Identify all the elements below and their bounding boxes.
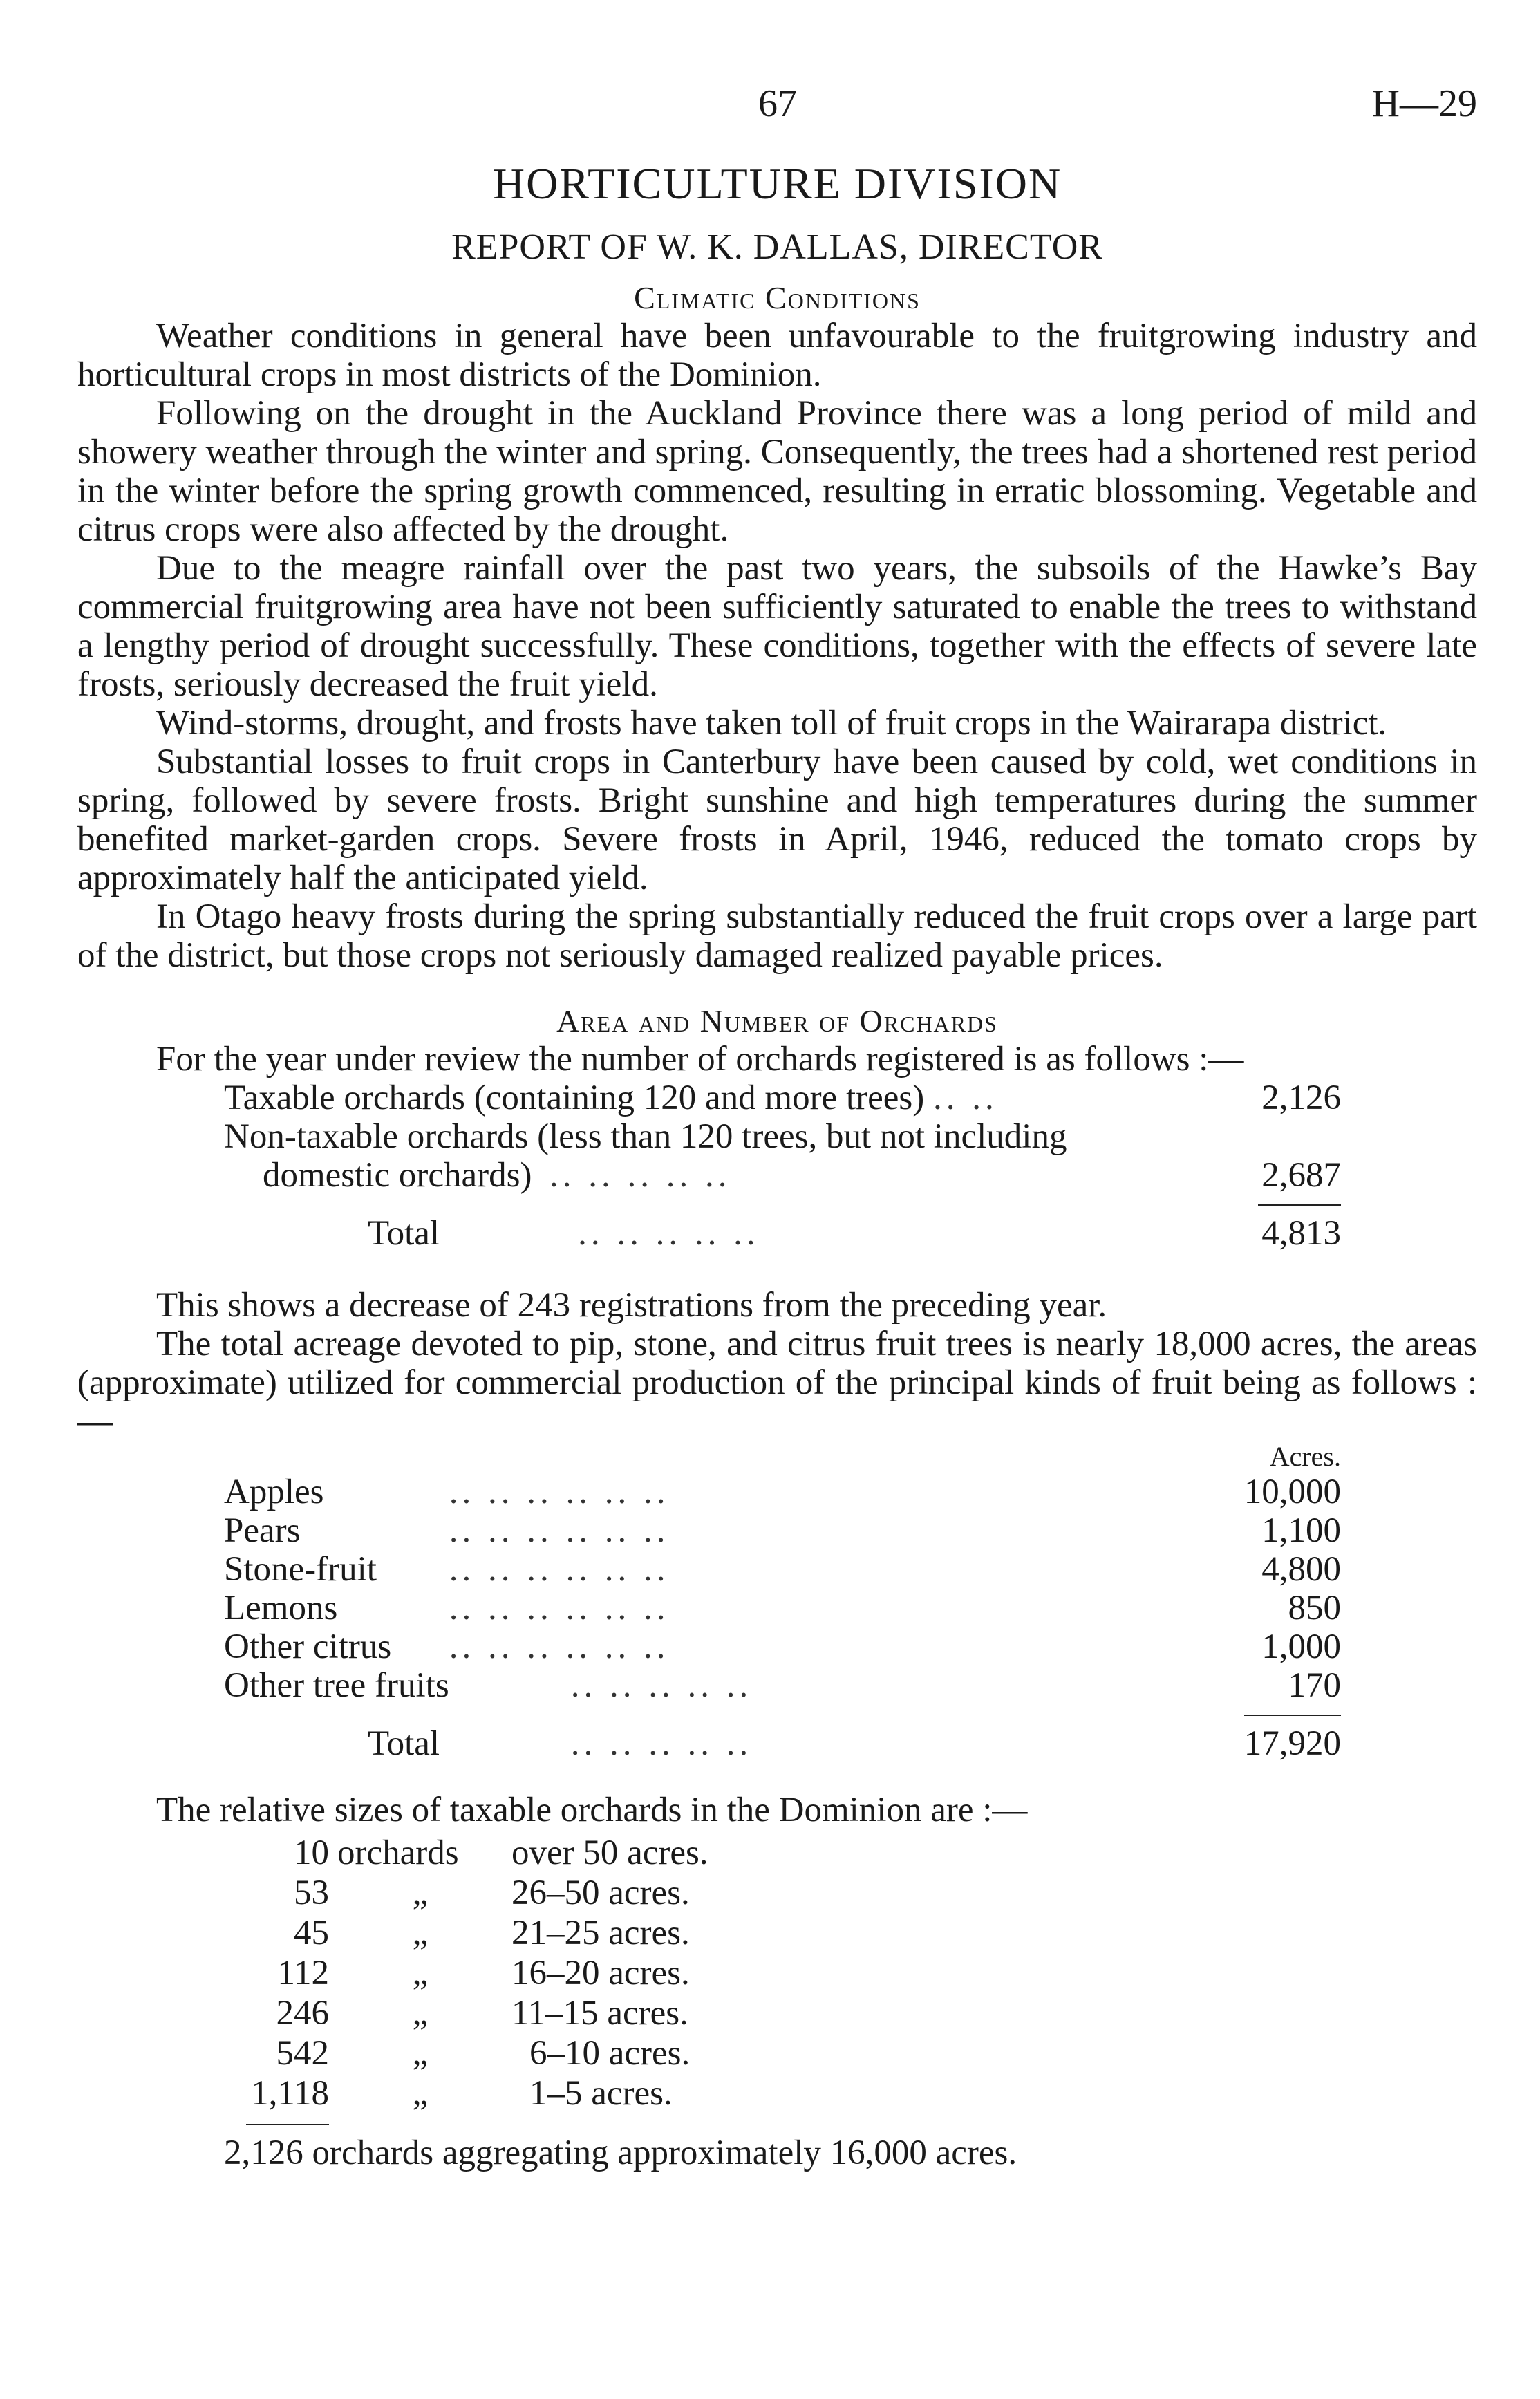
ditto-mark: „ <box>412 2034 429 2073</box>
table-row <box>225 1994 760 2033</box>
row-label: domestic orchards) <box>263 1156 532 1195</box>
paragraph: Weather conditions in general have been unfavourable to the fruitgrowing industry and horticultural crops in most districts of the Dominion. <box>77 317 1477 394</box>
total-value: 4,813 <box>1261 1214 1341 1253</box>
leader-dots: .. .. <box>932 1079 998 1117</box>
paragraph: In Otago heavy frosts during the spring substantially reduced the fruit crops over a large part of the district, but those crops not seriously damaged realized payable prices. <box>77 897 1477 975</box>
orchard-summary: 2,126 orchards aggregating approximately 16,000 acres. <box>224 2134 1017 2172</box>
fruit-name: Other citrus <box>224 1627 392 1666</box>
table-row <box>225 2074 760 2113</box>
table-row <box>224 1206 1341 1253</box>
table-row <box>224 1473 1341 1511</box>
orchard-count-table <box>224 1079 1341 1253</box>
paragraph: Wind-storms, drought, and frosts have taken toll of fruit crops in the Wairarapa district. <box>156 704 1387 743</box>
acre-range: 6–10 acres. <box>529 2034 691 2073</box>
table-row <box>224 1666 1341 1705</box>
ditto-mark: „ <box>412 1994 429 2033</box>
ditto-mark: „ <box>412 2074 429 2113</box>
paragraph: Substantial losses to fruit crops in Canterbury have been caused by cold, wet conditions in spring, followed by severe frosts. Bright sunshine and high temperatures during the summer benefited market-garden crops. Severe frosts in April, 1946, reduced the tomato crops by approximately half the anticipated yield. <box>77 743 1477 897</box>
fruit-name: Stone-fruit <box>224 1550 377 1589</box>
paragraph: Due to the meagre rainfall over the past two years, the subsoils of the Hawke’s Bay commercial fruitgrowing area have not been sufficiently saturated to enable the trees to withstand a lengthy period of drought successfully. These conditions, together with the effects of severe late frosts, seriously decreased the fruit yield. <box>77 549 1477 704</box>
leader-dots: .. .. .. .. .. .. <box>449 1511 670 1550</box>
paragraph: The total acreage devoted to pip, stone, and citrus fruit trees is nearly 18,000 acres, the areas (approximate) utilized for commercial production of the principal kinds of fruit being as follows :— <box>77 1325 1477 1441</box>
document-subtitle: REPORT OF W. K. DALLAS, DIRECTOR <box>451 227 1103 267</box>
row-label: Non-taxable orchards (less than 120 trees, but not including <box>224 1117 1067 1156</box>
fruit-name: Pears <box>224 1511 301 1550</box>
leader-dots: .. .. .. .. .. <box>570 1724 753 1763</box>
ditto-mark: „ <box>412 1874 429 1912</box>
ditto-mark: „ <box>412 1914 429 1952</box>
leader-dots: .. .. .. .. .. <box>570 1666 753 1705</box>
table-row <box>224 1117 1341 1156</box>
leader-dots: .. .. .. .. .. <box>578 1214 760 1253</box>
series-code: H—29 <box>1371 82 1477 125</box>
acre-range: 21–25 acres. <box>511 1914 690 1952</box>
row-label: Taxable orchards (containing 120 and more trees) <box>224 1079 925 1117</box>
fruit-acres: 170 <box>1288 1666 1341 1705</box>
section-heading-climatic: Climatic Conditions <box>634 280 921 315</box>
leader-dots: .. .. .. .. .. .. <box>449 1627 670 1666</box>
acre-range: 11–15 acres. <box>511 1994 688 2033</box>
page-header <box>77 77 1477 133</box>
table-row <box>224 1511 1341 1550</box>
total-value: 17,920 <box>1243 1724 1341 1763</box>
table-row <box>224 1589 1341 1627</box>
orchard-count: 542 <box>276 2034 329 2073</box>
acre-range: over 50 acres. <box>511 1833 708 1872</box>
total-label: Total <box>368 1724 440 1763</box>
total-label: Total <box>368 1214 440 1253</box>
table-row <box>224 1156 1341 1195</box>
table-row <box>224 1716 1341 1763</box>
table-row <box>224 1550 1341 1589</box>
orchard-count: 112 <box>277 1954 329 1992</box>
paragraph: For the year under review the number of orchards registered is as follows :— <box>156 1040 1244 1079</box>
orchard-count: 246 <box>276 1994 329 2033</box>
orchard-count: 1,118 <box>251 2074 329 2113</box>
climatic-section <box>77 317 1477 975</box>
table-row <box>225 1874 760 1912</box>
unit-header: Acres. <box>1269 1441 1341 1472</box>
fruit-acres: 1,000 <box>1261 1627 1341 1666</box>
fruit-name: Other tree fruits <box>224 1666 449 1705</box>
leader-dots: .. .. .. .. .. .. <box>449 1589 670 1627</box>
table-row <box>225 1914 760 1952</box>
paragraph: This shows a decrease of 243 registrations from the preceding year. <box>156 1286 1107 1325</box>
fruit-acres: 10,000 <box>1243 1473 1341 1511</box>
orchard-count: 45 <box>294 1914 329 1952</box>
document-page <box>77 77 1477 2172</box>
row-value: 2,687 <box>1261 1156 1341 1195</box>
table-row <box>225 1954 760 1992</box>
row-value: 2,126 <box>1261 1079 1341 1117</box>
table-row <box>224 1627 1341 1666</box>
acre-range: 1–5 acres. <box>529 2074 673 2113</box>
page-number: 67 <box>758 82 797 125</box>
fruit-acres: 1,100 <box>1261 1511 1341 1550</box>
fruit-acreage-table <box>224 1441 1341 1763</box>
orchard-count: 53 <box>294 1874 329 1912</box>
table-row <box>225 2034 760 2073</box>
ditto-mark: „ <box>412 1954 429 1992</box>
fruit-name: Apples <box>224 1473 324 1511</box>
orchard-count: 10 <box>294 1833 329 1872</box>
acre-range: 26–50 acres. <box>511 1874 690 1912</box>
table-row <box>224 1079 1341 1117</box>
orchard-size-table <box>224 1832 762 2127</box>
leader-dots: .. .. .. .. .. .. <box>449 1550 670 1589</box>
ditto-mark: orchards <box>337 1833 459 1872</box>
leader-dots: .. .. .. .. .. .. <box>449 1473 670 1511</box>
fruit-acres: 850 <box>1288 1589 1341 1627</box>
document-title: HORTICULTURE DIVISION <box>492 159 1062 208</box>
sum-rule <box>246 2124 329 2125</box>
section-heading-orchards: Area and Number of Orchards <box>556 1003 998 1038</box>
fruit-acres: 4,800 <box>1261 1550 1341 1589</box>
acre-range: 16–20 acres. <box>511 1954 690 1992</box>
paragraph: The relative sizes of taxable orchards in the Dominion are :— <box>156 1791 1028 1829</box>
leader-dots: .. .. .. .. .. <box>549 1156 731 1195</box>
paragraph: Following on the drought in the Auckland Province there was a long period of mild and showery weather through the winter and spring. Consequently, the trees had a shortened rest period in the winter before the spring growth commenced, resulting in erratic blossoming. Vegetable and citrus crops were also affected by the drought. <box>77 394 1477 549</box>
fruit-name: Lemons <box>224 1589 338 1627</box>
table-row <box>225 1833 760 1872</box>
